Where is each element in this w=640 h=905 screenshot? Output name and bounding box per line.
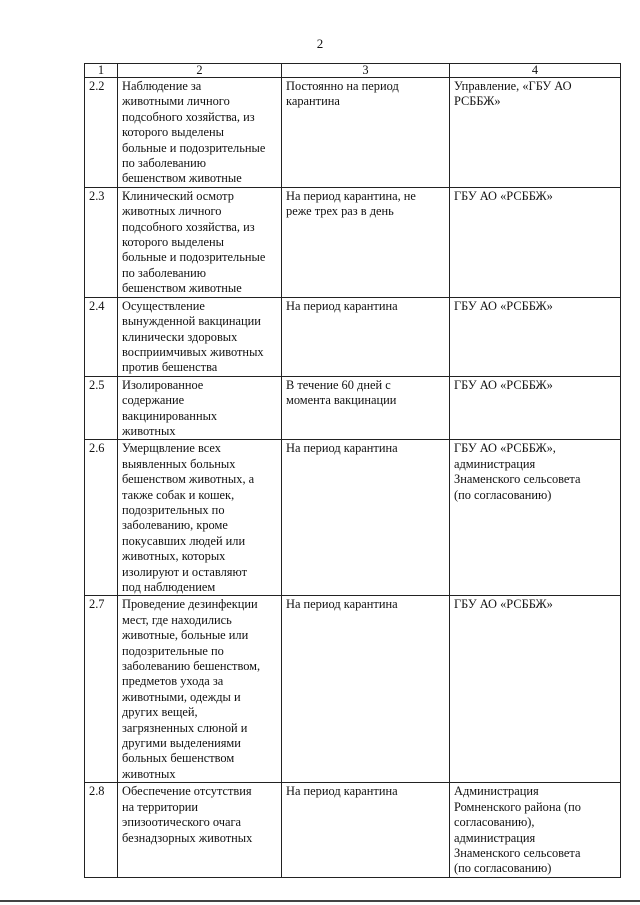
measure-executor <box>450 376 621 440</box>
measure-executor <box>450 187 621 297</box>
measure-executor-line: ГБУ АО «РСББЖ» <box>454 377 553 392</box>
measure-description-line: другими выделениями <box>122 736 241 751</box>
measure-description-line: больные и подозрительные <box>122 140 266 155</box>
measure-period-line: В течение 60 дней с <box>286 377 391 392</box>
measure-executor-line: ГБУ АО «РСББЖ» <box>454 188 553 203</box>
measure-period <box>282 376 450 440</box>
measure-period-line: На период карантина, не <box>286 188 416 203</box>
measure-period <box>282 783 450 877</box>
measure-description-line: предметов ухода за <box>122 674 224 689</box>
item-number: 2.7 <box>85 596 118 783</box>
measure-description-line: Изолированное <box>122 377 204 392</box>
measure-description-line: вынужденной вакцинации <box>122 314 261 329</box>
measure-description-line: Обеспечение отсутствия <box>122 784 252 799</box>
measure-description-line: других вещей, <box>122 705 198 720</box>
item-number: 2.4 <box>85 297 118 376</box>
table-row <box>85 440 621 596</box>
measure-executor-line: согласованию), <box>454 815 535 830</box>
measure-executor-line: Ромненского района (по <box>454 799 581 814</box>
measure-description-line: загрязненных слюной и <box>122 720 248 735</box>
measure-description-line: клинически здоровых <box>122 329 238 344</box>
measure-description-line: также собак и кошек, <box>122 487 235 502</box>
measure-period-line: карантина <box>286 94 340 109</box>
measure-description-line: заболеванию, кроме <box>122 518 228 533</box>
measure-description-line: Проведение дезинфекции <box>122 597 258 612</box>
measure-executor <box>450 440 621 596</box>
measure-description-line: изолируют и оставляют <box>122 564 248 579</box>
table-row <box>85 783 621 877</box>
measure-description <box>118 440 282 596</box>
measure-executor-line: (по согласованию) <box>454 487 552 502</box>
measure-description-line: против бешенства <box>122 360 218 375</box>
column-header-1: 1 <box>85 64 118 78</box>
measure-period-line: На период карантина <box>286 784 398 799</box>
measure-executor-line: Знаменского сельсовета <box>454 472 581 487</box>
table-header-row <box>85 64 621 78</box>
measure-description-line: животных <box>122 766 176 781</box>
measure-description-line: животные, больные или <box>122 628 249 643</box>
measure-period-line: На период карантина <box>286 298 398 313</box>
measure-description-line: бешенством животные <box>122 281 242 296</box>
measure-executor-line: Управление, «ГБУ АО <box>454 79 572 93</box>
measure-description-line: Клинический осмотр <box>122 188 234 203</box>
measure-description-line: на территории <box>122 799 199 814</box>
measure-description-line: животными личного <box>122 94 230 109</box>
measure-description <box>118 187 282 297</box>
measure-description-line: животных <box>122 423 176 438</box>
measure-description-line: Осуществление <box>122 298 205 313</box>
measure-description <box>118 783 282 877</box>
measure-description-line: эпизоотического очага <box>122 815 242 830</box>
measure-description-line: больные и подозрительные <box>122 250 266 265</box>
measure-period <box>282 297 450 376</box>
measure-description-line: Наблюдение за <box>122 79 202 93</box>
measure-executor-line: ГБУ АО «РСББЖ» <box>454 597 553 612</box>
measure-description-line: содержание <box>122 393 185 408</box>
measure-description-line: по заболеванию <box>122 265 207 280</box>
scan-edge <box>0 900 640 902</box>
measure-description-line: Умерщвление всех <box>122 441 221 456</box>
measure-description-line: вакцинированных <box>122 408 218 423</box>
measure-period-line: На период карантина <box>286 597 398 612</box>
measure-description-line: животных, которых <box>122 549 226 564</box>
measure-description-line: безнадзорных животных <box>122 830 253 845</box>
measures-table <box>84 63 621 878</box>
measure-description-line: покусавших людей или <box>122 533 246 548</box>
measure-period-line: Постоянно на период <box>286 79 399 93</box>
measure-description-line: животных личного <box>122 204 222 219</box>
table-row <box>85 596 621 783</box>
measure-description-line: выявленных больных <box>122 456 236 471</box>
measure-description <box>118 297 282 376</box>
measure-description-line: подсобного хозяйства, из <box>122 109 255 124</box>
measure-period <box>282 440 450 596</box>
measure-description-line: заболеванию бешенством, <box>122 659 261 674</box>
column-header-3: 3 <box>282 64 450 78</box>
measure-executor-line: ГБУ АО «РСББЖ» <box>454 298 553 313</box>
measure-description-line: бешенством животные <box>122 171 242 186</box>
measure-period-line: момента вакцинации <box>286 393 397 408</box>
measure-executor-line: ГБУ АО «РСББЖ», <box>454 441 556 456</box>
measure-description-line: восприимчивых животных <box>122 344 264 359</box>
measure-executor-line: Администрация <box>454 784 539 799</box>
table-row <box>85 297 621 376</box>
measure-description-line: больных бешенством <box>122 751 235 766</box>
column-header-2: 2 <box>118 64 282 78</box>
measure-executor <box>450 78 621 188</box>
measure-description-line: подозрительные по <box>122 643 224 658</box>
measure-description <box>118 78 282 188</box>
item-number: 2.6 <box>85 440 118 596</box>
measure-executor <box>450 783 621 877</box>
measure-description-line: которого выделены <box>122 235 224 250</box>
column-header-4: 4 <box>450 64 621 78</box>
measure-description-line: под наблюдением <box>122 580 216 594</box>
measure-period <box>282 187 450 297</box>
item-number: 2.8 <box>85 783 118 877</box>
item-number: 2.5 <box>85 376 118 440</box>
measure-executor-line: (по согласованию) <box>454 861 552 876</box>
measure-description-line: бешенством животных, а <box>122 472 255 487</box>
measure-description-line: по заболеванию <box>122 156 207 171</box>
measure-description-line: подсобного хозяйства, из <box>122 219 255 234</box>
measure-executor-line: администрация <box>454 830 536 845</box>
measure-executor-line: Знаменского сельсовета <box>454 845 581 860</box>
measure-period-line: На период карантина <box>286 441 398 456</box>
measure-description-line: которого выделены <box>122 125 224 140</box>
table-row <box>85 78 621 188</box>
measure-description-line: подозрительных по <box>122 502 225 517</box>
measure-executor-line: РСББЖ» <box>454 94 501 109</box>
page-number: 2 <box>316 36 324 51</box>
measure-executor-line: администрация <box>454 456 536 471</box>
measure-description <box>118 596 282 783</box>
measure-period-line: реже трех раз в день <box>286 204 394 219</box>
measure-description <box>118 376 282 440</box>
measure-executor <box>450 596 621 783</box>
item-number: 2.3 <box>85 187 118 297</box>
measure-description-line: мест, где находились <box>122 612 232 627</box>
table-row <box>85 376 621 440</box>
item-number: 2.2 <box>85 78 118 188</box>
measure-period <box>282 78 450 188</box>
table-row <box>85 187 621 297</box>
measure-description-line: животными, одежды и <box>122 689 241 704</box>
measure-period <box>282 596 450 783</box>
measure-executor <box>450 297 621 376</box>
